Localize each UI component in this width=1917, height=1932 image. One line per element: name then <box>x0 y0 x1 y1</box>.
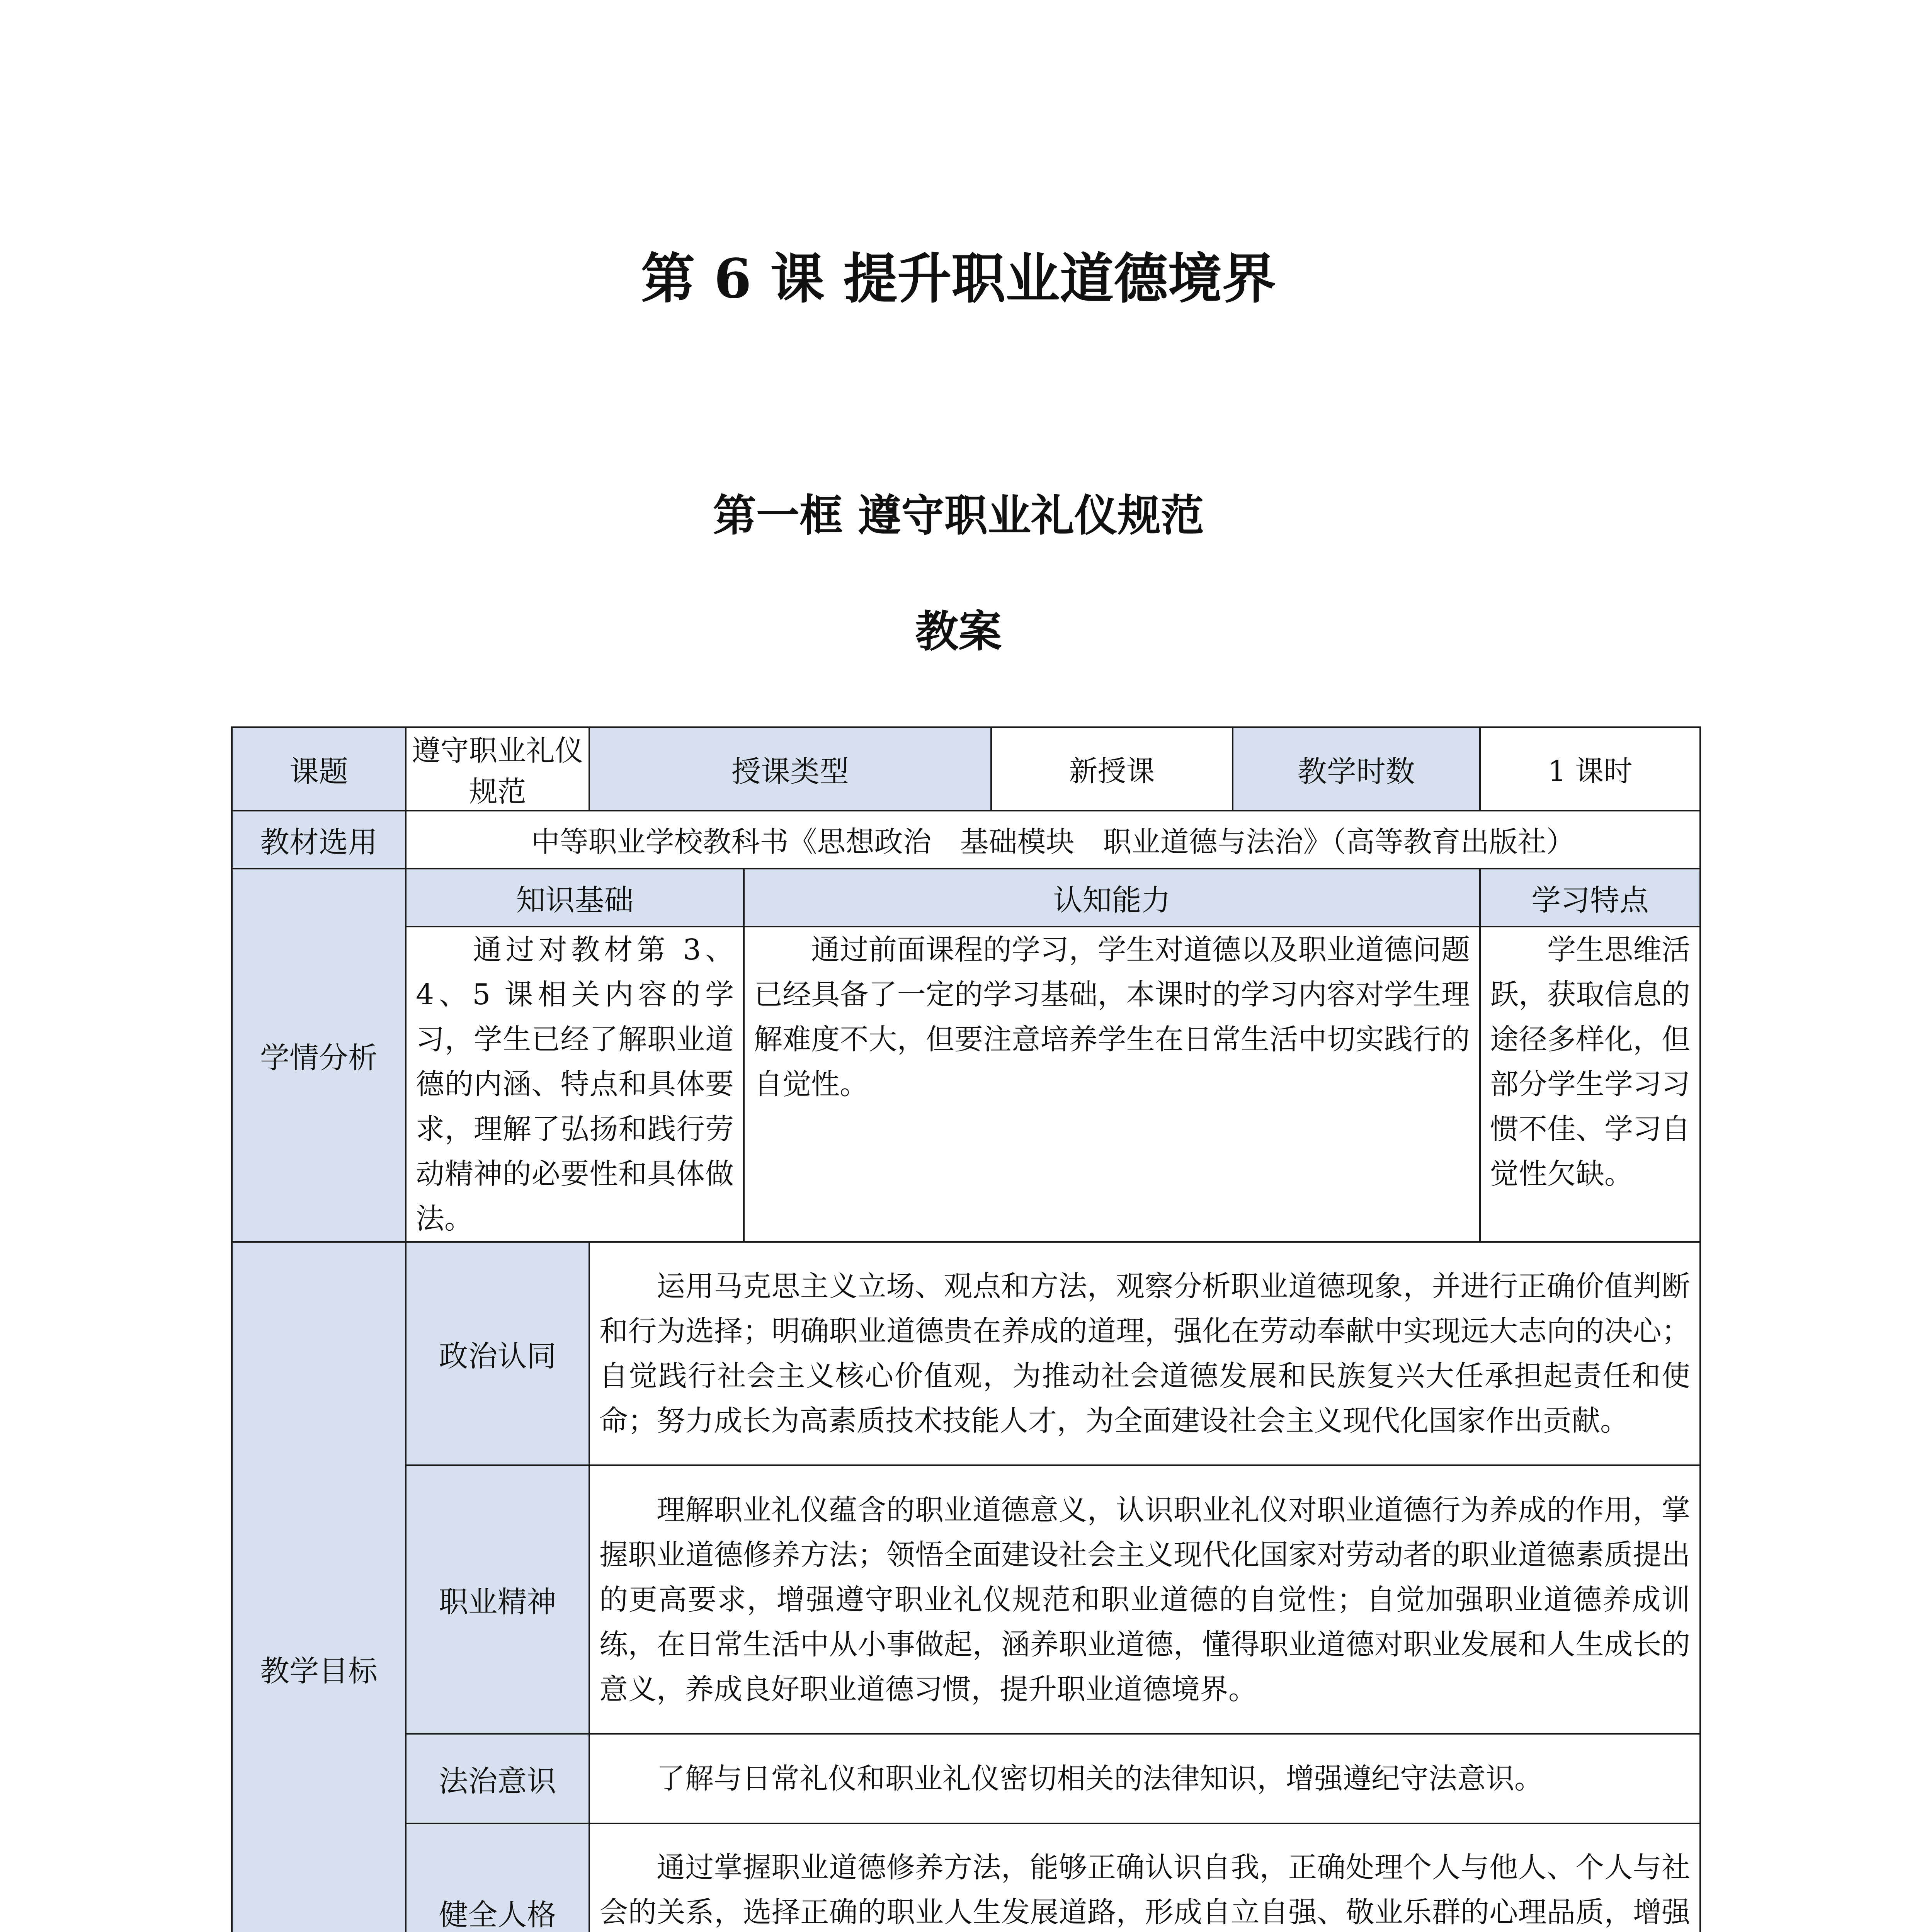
table-row-goal <box>232 1242 1700 1465</box>
topic-value: 遵守职业礼仪规范 <box>406 727 589 811</box>
goal-label-professional: 职业精神 <box>406 1465 589 1734</box>
type-label: 授课类型 <box>589 727 991 811</box>
table-row-textbook <box>232 811 1700 869</box>
hours-value: 1 课时 <box>1480 727 1700 811</box>
goal-text-personality: 通过掌握职业道德修养方法，能够正确认识自我，正确处理个人与他人、个人与社会的关系，选择正确的职业人生发展道路，形成自立自强、敬业乐群的心理品质，增强 <box>589 1823 1700 1932</box>
table-row-goal <box>232 1823 1700 1932</box>
goal-text-political: 运用马克思主义立场、观点和方法，观察分析职业道德现象，并进行正确价值判断和行为选择；明确职业道德贵在养成的道理，强化在劳动奉献中实现远大志向的决心；自觉践行社会主义核心价值观，为推动社会道德发展和民族复兴大任承担起责任和使命；努力成长为高素质技术技能人才，为全面建设社会主义现代化国家作出贡献。 <box>589 1242 1700 1465</box>
topic-label: 课题 <box>232 727 406 811</box>
table-row-analysis-content <box>232 927 1700 1242</box>
goal-label-personality: 健全人格 <box>406 1823 589 1932</box>
table-row-analysis-headers <box>232 869 1700 927</box>
doc-type-title: 教案 <box>915 607 1002 657</box>
table-row-topic <box>232 727 1700 811</box>
knowledge-basis-header: 知识基础 <box>406 869 744 927</box>
textbook-label: 教材选用 <box>232 811 406 869</box>
cognitive-ability-header: 认知能力 <box>744 869 1480 927</box>
table-row-goal <box>232 1734 1700 1823</box>
goal-text-legal: 了解与日常礼仪和职业礼仪密切相关的法律知识，增强遵纪守法意识。 <box>589 1734 1700 1823</box>
textbook-value: 中等职业学校教科书《思想政治 基础模块 职业道德与法治》（高等教育出版社） <box>406 811 1700 869</box>
cognitive-ability-text: 通过前面课程的学习，学生对道德以及职业道德问题已经具备了一定的学习基础，本课时的学习内容对学生理解难度不大，但要注意培养学生在日常生活中切实践行的自觉性。 <box>744 927 1480 1242</box>
analysis-label: 学情分析 <box>232 869 406 1242</box>
lesson-plan-table <box>231 726 1701 1932</box>
lesson-title: 第 6 课 提升职业道德境界 <box>641 247 1276 311</box>
section-title: 第一框 遵守职业礼仪规范 <box>713 491 1204 541</box>
goals-label: 教学目标 <box>232 1242 406 1932</box>
hours-label: 教学时数 <box>1233 727 1480 811</box>
type-value: 新授课 <box>991 727 1233 811</box>
goal-text-professional: 理解职业礼仪蕴含的职业道德意义，认识职业礼仪对职业道德行为养成的作用，掌握职业道德修养方法；领悟全面建设社会主义现代化国家对劳动者的职业道德素质提出的更高要求，增强遵守职业礼仪规范和职业道德的自觉性；自觉加强职业道德养成训练，在日常生活中从小事做起，涵养职业道德，懂得职业道德对职业发展和人生成长的意义，养成良好职业道德习惯，提升职业道德境界。 <box>589 1465 1700 1734</box>
knowledge-basis-text: 通过对教材第 3、4、5 课相关内容的学习，学生已经了解职业道德的内涵、特点和具体要求，理解了弘扬和践行劳动精神的必要性和具体做法。 <box>406 927 744 1242</box>
goal-label-political: 政治认同 <box>406 1242 589 1465</box>
learning-traits-header: 学习特点 <box>1480 869 1700 927</box>
learning-traits-text: 学生思维活跃，获取信息的途径多样化，但部分学生学习习惯不佳、学习自觉性欠缺。 <box>1480 927 1700 1242</box>
table-row-goal <box>232 1465 1700 1734</box>
goal-label-legal: 法治意识 <box>406 1734 589 1823</box>
